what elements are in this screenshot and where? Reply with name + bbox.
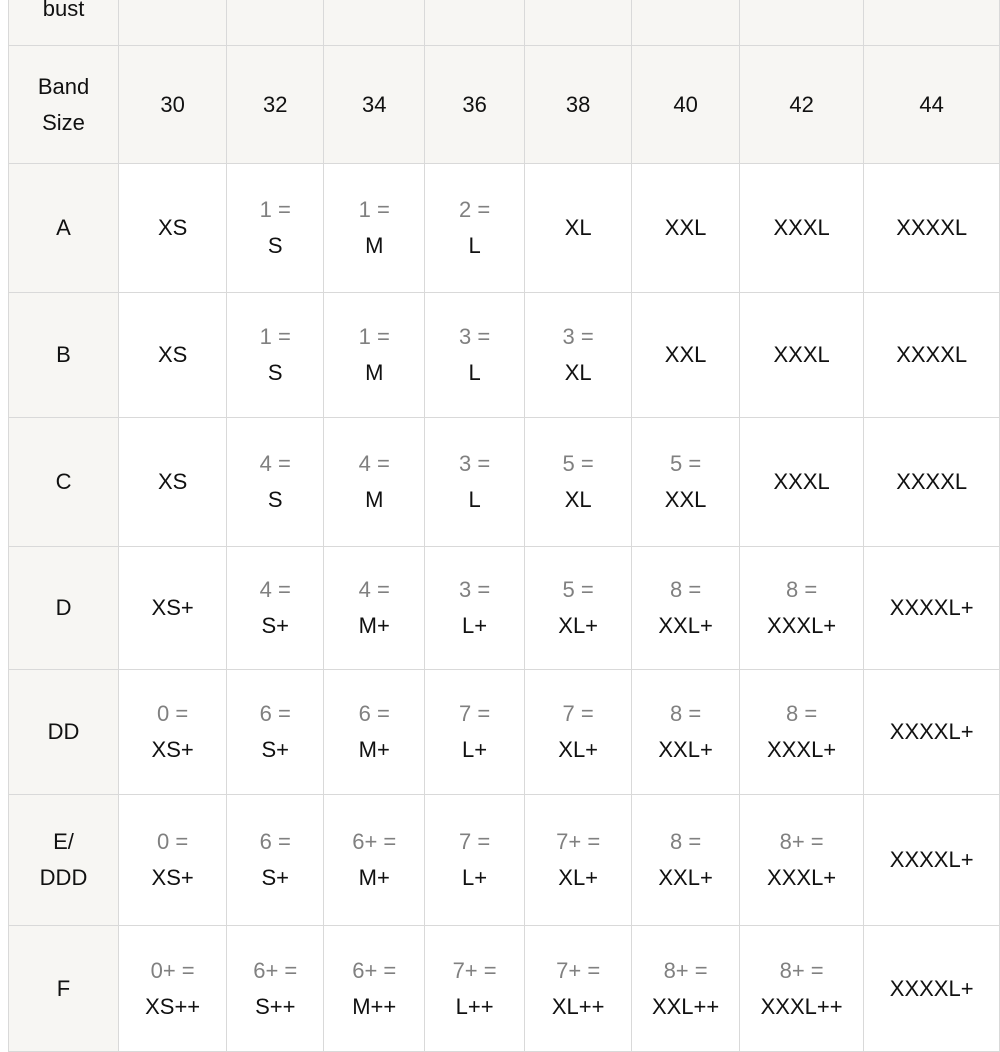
cup-size-label: B: [9, 293, 119, 418]
size-value: L: [468, 233, 481, 258]
size-code: 7 =: [458, 829, 491, 854]
size-value: XL++: [551, 993, 605, 1019]
size-value: M: [365, 360, 384, 385]
size-cell: [119, 293, 227, 418]
cup-row: [9, 670, 1000, 795]
size-cell: [632, 164, 740, 293]
size-value: XXXL++: [760, 993, 843, 1019]
size-cell: [324, 926, 425, 1052]
cup-rows: [9, 164, 1000, 1052]
size-value: S: [267, 233, 283, 258]
size-cell: [227, 293, 324, 418]
size-cell: [425, 670, 525, 795]
size-value: XXXXL+: [889, 595, 974, 620]
size-value: XL: [564, 215, 592, 240]
size-cell: [525, 670, 632, 795]
size-value: XXXXL: [896, 215, 968, 240]
size-value: L+: [462, 613, 488, 638]
size-value: S++: [255, 993, 296, 1019]
size-value: XL+: [558, 613, 599, 638]
size-cell: [425, 418, 525, 547]
size-value: XXXXL+: [889, 847, 974, 872]
cup-row: [9, 418, 1000, 547]
size-value: XS+: [151, 595, 194, 620]
size-cell: [525, 293, 632, 418]
size-value: XXXL: [773, 215, 830, 240]
size-cell: [425, 795, 525, 926]
size-value: XL: [564, 360, 592, 385]
size-cell: [324, 418, 425, 547]
size-code: 8+ =: [779, 957, 824, 983]
bust-value: [227, 0, 324, 46]
size-cell: [525, 418, 632, 547]
band-size-value: 34: [324, 46, 425, 164]
size-code: 3 =: [562, 324, 594, 349]
size-value: XXL++: [651, 993, 720, 1019]
size-value: XL+: [558, 865, 599, 890]
size-code: 8 =: [669, 829, 702, 854]
bust-value: [525, 0, 632, 46]
size-code: 7+ =: [452, 957, 497, 983]
size-value: XXXL: [773, 469, 830, 494]
size-value: XXXXL: [896, 469, 968, 494]
size-value: L+: [462, 865, 488, 890]
size-value: XXL+: [658, 613, 713, 638]
size-value: XXXL+: [767, 865, 837, 890]
size-cell: [525, 926, 632, 1052]
cup-size-label: C: [9, 418, 119, 547]
size-cell: [324, 670, 425, 795]
size-value: XS++: [145, 993, 201, 1019]
size-cell: [632, 670, 740, 795]
size-cell: [425, 164, 525, 293]
size-cell: [119, 670, 227, 795]
size-cell: [525, 795, 632, 926]
size-cell: [525, 164, 632, 293]
cup-row: [9, 795, 1000, 926]
band-size-value: 42: [739, 46, 863, 164]
band-size-row: [9, 46, 1000, 164]
size-value: XXXL: [773, 342, 830, 367]
size-value: L: [468, 360, 481, 385]
size-code: 1 =: [259, 324, 291, 349]
size-cell: [119, 926, 227, 1052]
size-code: 4 =: [259, 451, 291, 476]
size-code: 0+ =: [150, 957, 195, 983]
size-value: M++: [352, 993, 397, 1019]
size-value: L+: [462, 737, 488, 762]
size-cell: [119, 418, 227, 547]
size-cell: [324, 293, 425, 418]
size-cell: [227, 164, 324, 293]
size-code: 4 =: [358, 577, 390, 602]
size-code: 8+ =: [779, 829, 824, 854]
size-cell: [864, 795, 1000, 926]
size-cell: [632, 795, 740, 926]
size-value: XS: [157, 342, 188, 367]
bust-value: [864, 0, 1000, 46]
cup-size-label: DD: [9, 670, 119, 795]
size-cell: [425, 547, 525, 670]
cup-size-label: A: [9, 164, 119, 293]
size-code: 7 =: [562, 701, 594, 726]
cup-row: [9, 293, 1000, 418]
size-cell: [632, 293, 740, 418]
cup-size-label: E/ DDD: [9, 795, 119, 926]
band-size-value: 32: [227, 46, 324, 164]
size-value: XXXXL: [896, 342, 968, 367]
size-code: 5 =: [669, 451, 702, 476]
size-cell: [227, 670, 324, 795]
size-value: L: [468, 487, 481, 512]
size-cell: [739, 293, 863, 418]
size-code: 7+ =: [556, 957, 601, 983]
size-code: 7+ =: [556, 829, 601, 854]
bust-value: [119, 0, 227, 46]
size-code: 2 =: [458, 197, 491, 222]
size-code: 4 =: [259, 577, 291, 602]
size-cell: [425, 926, 525, 1052]
size-cell: [739, 926, 863, 1052]
size-value: XXXXL+: [889, 719, 974, 744]
band-size-value: 30: [119, 46, 227, 164]
size-code: 6 =: [358, 701, 390, 726]
size-value: S+: [261, 613, 290, 638]
size-cell: [324, 547, 425, 670]
cup-row: [9, 926, 1000, 1052]
size-cell: [227, 418, 324, 547]
size-value: M+: [358, 865, 390, 890]
size-value: M+: [358, 737, 390, 762]
size-cell: [739, 795, 863, 926]
size-value: XS+: [151, 737, 194, 762]
size-value: XS+: [151, 865, 194, 890]
size-value: S+: [261, 737, 290, 762]
band-size-value: 44: [864, 46, 1000, 164]
size-cell: [864, 418, 1000, 547]
size-cell: [119, 547, 227, 670]
size-cell: [632, 926, 740, 1052]
size-value: S: [267, 360, 283, 385]
size-code: 6 =: [259, 701, 291, 726]
size-cell: [864, 547, 1000, 670]
size-cell: [739, 547, 863, 670]
size-cell: [864, 293, 1000, 418]
size-code: 6+ =: [352, 829, 397, 854]
size-code: 8 =: [669, 577, 702, 602]
band-size-label: Band Size: [9, 46, 119, 164]
bust-value: [324, 0, 425, 46]
size-cell: [119, 164, 227, 293]
band-size-value: 40: [632, 46, 740, 164]
size-cell: [739, 670, 863, 795]
size-value: XXL+: [658, 865, 713, 890]
size-code: 0 =: [157, 829, 189, 854]
size-code: 8 =: [786, 577, 818, 602]
bust-row: [9, 0, 1000, 46]
cup-row: [9, 547, 1000, 670]
size-code: 6 =: [259, 829, 291, 854]
size-cell: [227, 926, 324, 1052]
size-code: 6+ =: [253, 957, 298, 983]
size-code: 6+ =: [352, 957, 397, 983]
bust-value: [739, 0, 863, 46]
size-value: XXL: [664, 215, 707, 240]
size-code: 1 =: [259, 197, 291, 222]
size-cell: [324, 164, 425, 293]
cup-size-label: F: [9, 926, 119, 1052]
size-value: XXXL+: [767, 737, 837, 762]
size-value: XXL: [664, 487, 707, 512]
size-cell: [739, 418, 863, 547]
bust-value: [632, 0, 740, 46]
size-code: 5 =: [562, 451, 594, 476]
size-cell: [119, 795, 227, 926]
size-code: 8+ =: [663, 957, 708, 983]
size-value: XS: [157, 469, 188, 494]
cup-row: [9, 164, 1000, 293]
size-value: M+: [358, 613, 390, 638]
size-code: 3 =: [458, 451, 491, 476]
size-cell: [632, 418, 740, 547]
size-cell: [227, 547, 324, 670]
size-cell: [864, 164, 1000, 293]
size-cell: [864, 926, 1000, 1052]
size-value: XL: [564, 487, 592, 512]
size-code: 1 =: [358, 324, 390, 349]
size-cell: [324, 795, 425, 926]
size-value: M: [365, 233, 384, 258]
size-value: L++: [455, 993, 494, 1019]
bust-row-label: bust: [9, 0, 119, 46]
size-cell: [739, 164, 863, 293]
size-value: XXXXL+: [889, 975, 974, 1001]
bust-value: [425, 0, 525, 46]
size-value: XXXL+: [767, 613, 837, 638]
size-code: 0 =: [157, 701, 189, 726]
size-code: 8 =: [786, 701, 818, 726]
size-value: S: [267, 487, 283, 512]
size-value: XS: [157, 215, 188, 240]
size-code: 3 =: [458, 577, 491, 602]
size-cell: [632, 547, 740, 670]
size-code: 5 =: [562, 577, 594, 602]
size-value: S+: [261, 865, 290, 890]
size-code: 3 =: [458, 324, 491, 349]
size-cell: [864, 670, 1000, 795]
size-code: 1 =: [358, 197, 390, 222]
cup-size-label: D: [9, 547, 119, 670]
bra-size-chart-table: [8, 0, 1000, 1052]
size-cell: [227, 795, 324, 926]
size-code: 4 =: [358, 451, 390, 476]
band-size-value: 36: [425, 46, 525, 164]
size-cell: [525, 547, 632, 670]
size-value: XXL+: [658, 737, 713, 762]
size-value: XL+: [558, 737, 599, 762]
size-code: 7 =: [458, 701, 491, 726]
size-value: M: [365, 487, 384, 512]
size-cell: [425, 293, 525, 418]
band-size-value: 38: [525, 46, 632, 164]
size-value: XXL: [664, 342, 707, 367]
size-code: 8 =: [669, 701, 702, 726]
